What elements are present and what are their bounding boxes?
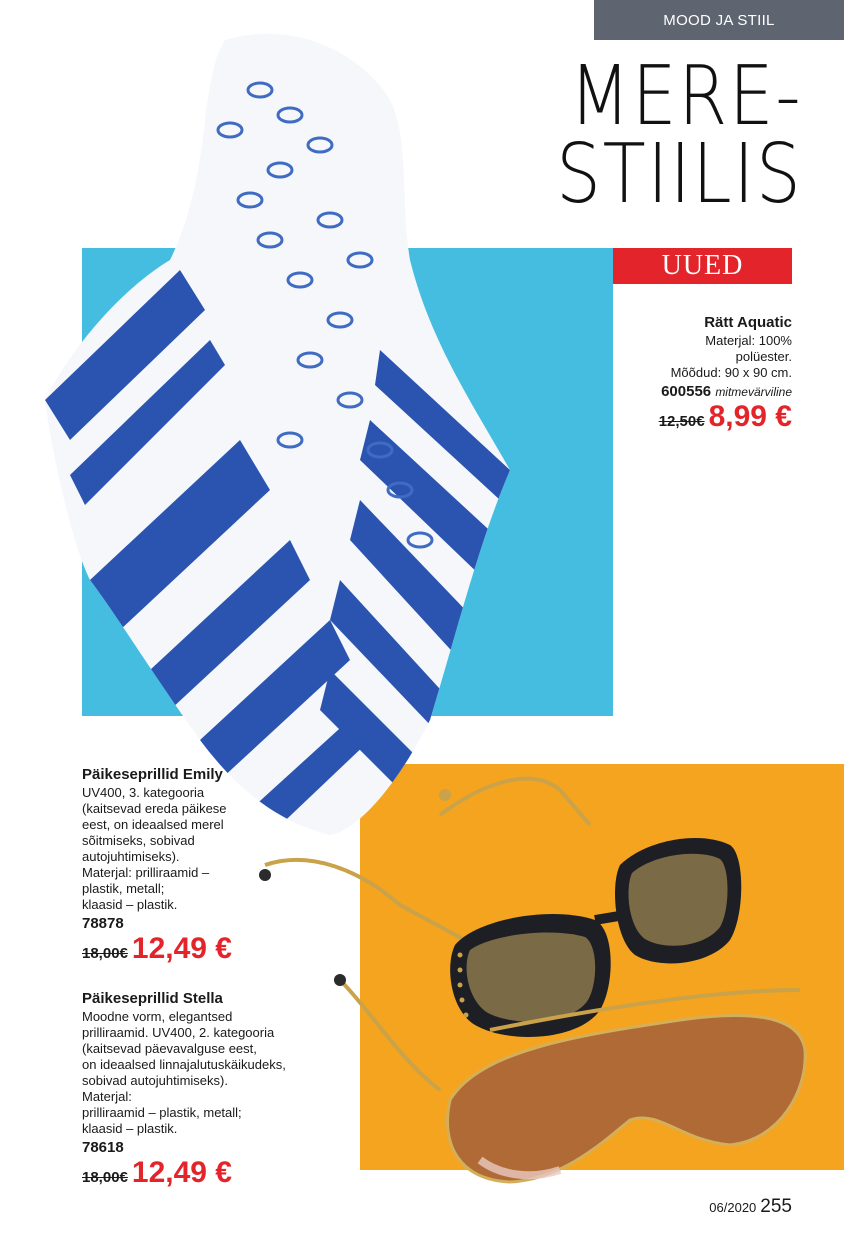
desc-line: sõitmiseks, sobivad (82, 833, 195, 848)
page-headline (555, 49, 802, 222)
product-description (82, 785, 332, 913)
headline-line-1: MERE- (568, 49, 802, 144)
product-code: 78878 (82, 915, 124, 932)
desc-line: Materjal: 100% (705, 333, 792, 348)
scarf-image (30, 20, 530, 840)
old-price: 12,50€ (658, 413, 705, 430)
desc-line: Moodne vorm, elegantsed (82, 1009, 233, 1024)
page-footer (709, 1196, 792, 1218)
desc-line: eest, on ideaalsed merel (82, 817, 224, 832)
new-badge: UUED (613, 248, 792, 284)
desc-line: prilliraamid – plastik, metall; (82, 1105, 242, 1120)
product-code-number: 600556 (661, 383, 712, 400)
desc-line: (kaitsevad ereda päikese (82, 801, 227, 816)
desc-line: Materjal: prilliraamid – (82, 865, 210, 880)
product-stella-info (82, 990, 342, 1190)
sunglasses-stella-image (330, 970, 820, 1195)
new-price: 12,49 € (131, 1156, 232, 1189)
product-name: Päikeseprillid Emily (82, 766, 223, 783)
desc-line: Mõõdud: 90 x 90 cm. (670, 365, 792, 380)
old-price: 18,00€ (82, 945, 128, 962)
desc-line: klaasid – plastik. (82, 1121, 178, 1136)
category-tab: MOOD JA STIIL (594, 0, 844, 40)
product-description (82, 1009, 342, 1137)
product-name: Rätt Aquatic (704, 314, 792, 331)
product-scarf-info (532, 314, 792, 434)
new-price: 8,99 € (708, 400, 792, 433)
product-emily-info (82, 766, 332, 966)
product-code: 78618 (82, 1139, 124, 1156)
desc-line: prilliraamid. UV400, 2. kategooria (82, 1025, 275, 1040)
scarf-fabric (30, 20, 530, 840)
issue-date: 06/2020 (709, 1200, 757, 1215)
page-number: 255 (760, 1196, 792, 1217)
desc-line: autojuhtimiseks). (82, 849, 180, 864)
product-code-note: mitmevärviline (715, 385, 792, 399)
desc-line: plastik, metall; (82, 881, 165, 896)
price-row (82, 932, 332, 966)
old-price: 18,00€ (82, 1169, 128, 1186)
desc-line: on ideaalsed linnajalutuskäikudeks, (82, 1057, 286, 1072)
desc-line: sobivad autojuhtimiseks). (82, 1073, 228, 1088)
price-row (532, 400, 792, 434)
desc-line: Materjal: (82, 1089, 132, 1104)
headline-line-2: STIILIS (555, 127, 802, 222)
price-row (82, 1156, 342, 1190)
product-code (532, 383, 792, 400)
desc-line: (kaitsevad päevavalguse eest, (82, 1041, 257, 1056)
stella-lens (448, 1015, 806, 1182)
new-price: 12,49 € (131, 932, 232, 965)
product-name: Päikeseprillid Stella (82, 990, 223, 1007)
desc-line: klaasid – plastik. (82, 897, 178, 912)
desc-line: UV400, 3. kategooria (82, 785, 205, 800)
desc-line: polüester. (735, 349, 792, 364)
product-description (532, 333, 792, 381)
